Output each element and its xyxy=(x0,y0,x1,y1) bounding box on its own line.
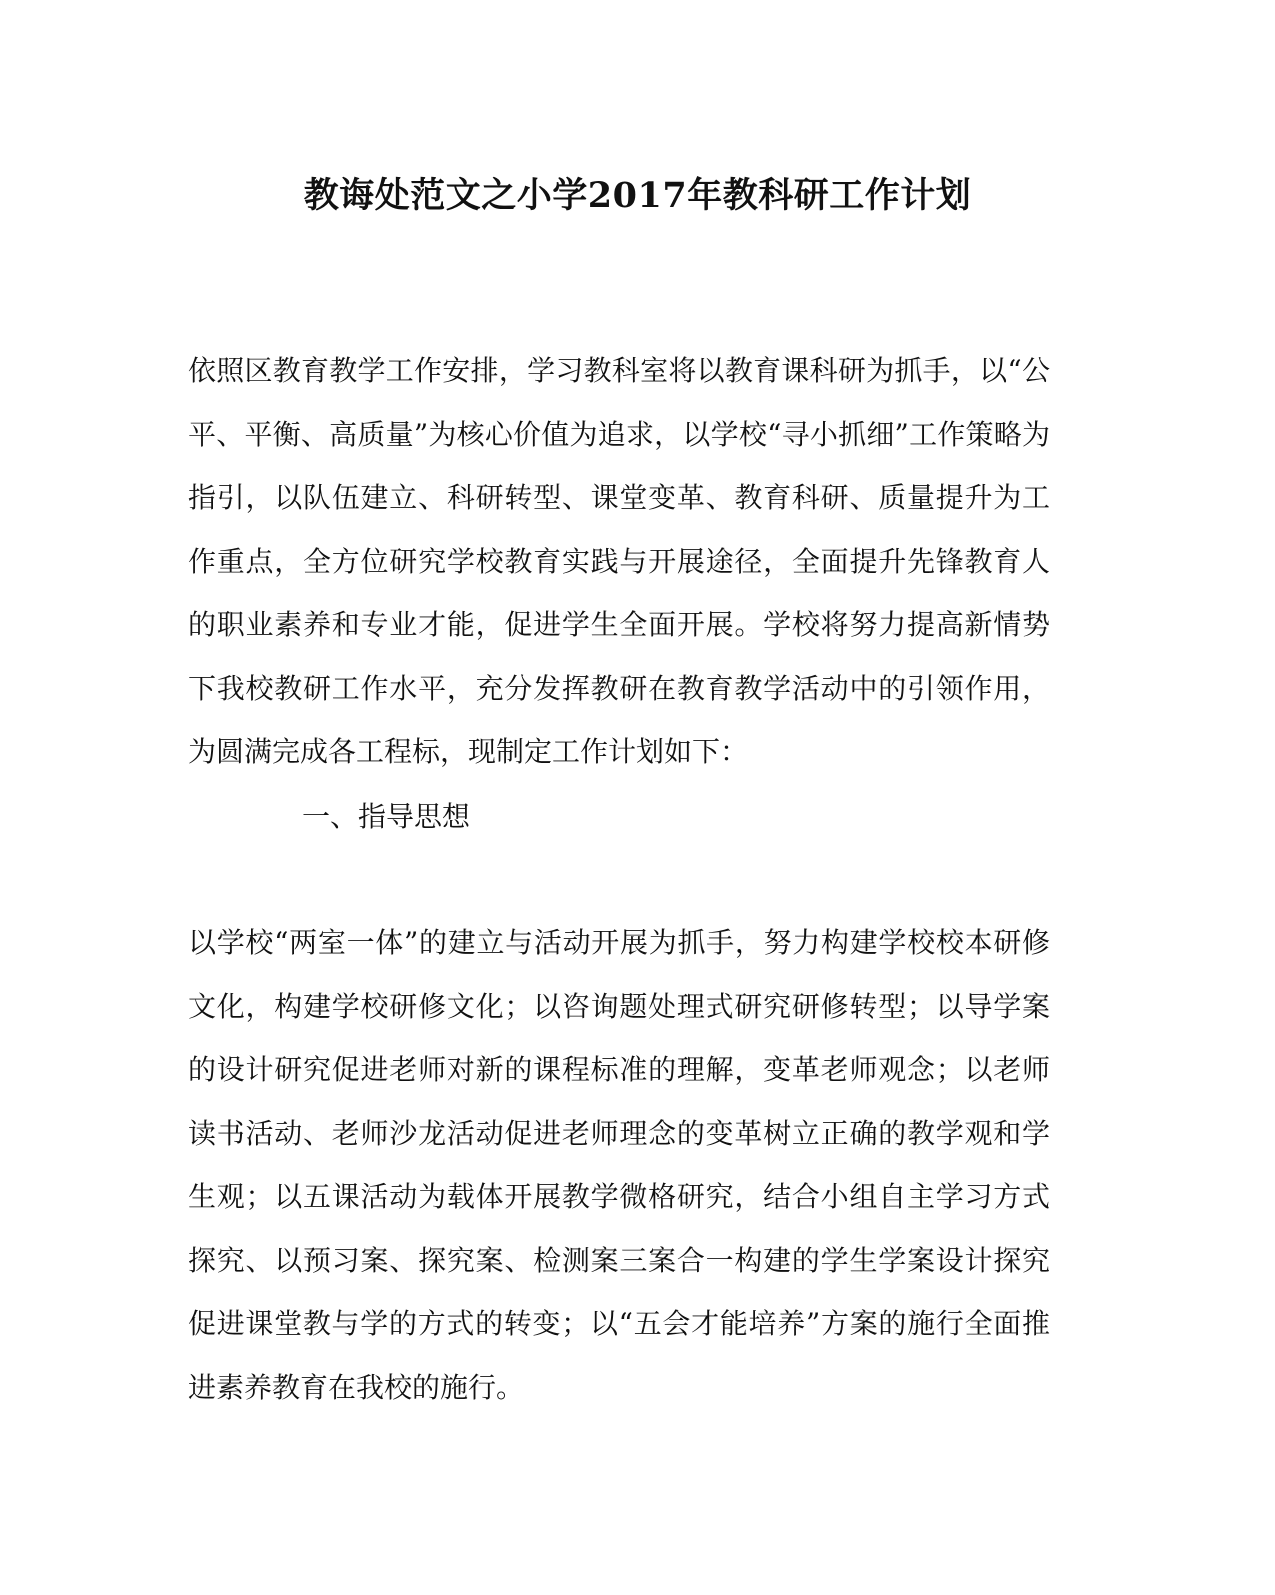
document-title: 教诲处范文之小学2017年教科研工作计划 xyxy=(303,175,972,216)
section-heading-guiding-ideology: 一、指导思想 xyxy=(302,800,471,833)
guiding-ideology-paragraph: 以学校“两室一体”的建立与活动开展为抓手，努力构建学校校本研修文化，构建学校研修文化；以咨询题处理式研究研修转型；以导学案的设计研究促进老师对新的课程标准的理解，变革老师观念；以老师读书活动、老师沙龙活动促进老师理念的变革树立正确的教学观和学生观；以五课活动为载体开展教学微格研究，结合小组自主学习方式探究、以预习案、探究案、检测案三案合一构建的学生学案设计探究促进课堂教与学的方式的转变；以“五会才能培养”方案的施行全面推进素养教育在我校的施行。 xyxy=(188,926,1050,1404)
intro-paragraph: 依照区教育教学工作安排，学习教科室将以教育课科研为抓手，以“公平、平衡、高质量”为核心价值为追求，以学校“寻小抓细”工作策略为指引，以队伍建立、科研转型、课堂变革、教育科研、质量提升为工作重点，全方位研究学校教育实践与开展途径，全面提升先锋教育人的职业素养和专业才能，促进学生全面开展。学校将努力提高新情势下我校教研工作水平，充分发挥教研在教育教学活动中的引领作用，为圆满完成各工程标，现制定工作计划如下： xyxy=(188,354,1050,768)
